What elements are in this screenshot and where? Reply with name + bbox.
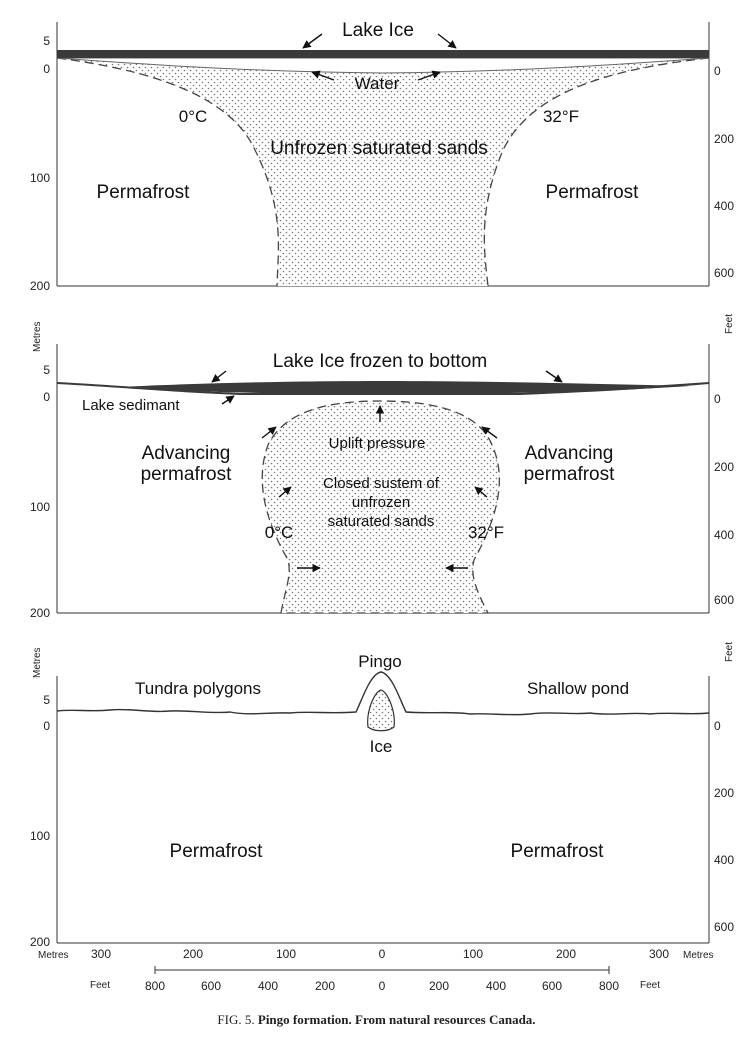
metres-axis-label-1: Metres xyxy=(32,321,43,352)
advancing-left-line1: Advancing xyxy=(141,443,231,464)
feet-scale-tick-2: 600 xyxy=(200,979,222,993)
lake-ice-arrow-left xyxy=(303,34,322,48)
panel-frozen-to-bottom-stage xyxy=(30,344,734,620)
feet-scale-tick-4: 200 xyxy=(314,979,336,993)
feet-scale-tick-5: 0 xyxy=(378,979,386,993)
p2-rtick-200: 200 xyxy=(714,460,735,474)
p1-tick-5: 5 xyxy=(43,34,50,48)
metres-scale-tick-1: 300 xyxy=(90,947,112,961)
p1-rtick-600: 600 xyxy=(714,266,735,280)
caption-text: Pingo formation. From natural resources Canada. xyxy=(257,1012,536,1027)
figure-caption xyxy=(0,1012,753,1028)
p1-rtick-200: 200 xyxy=(714,132,735,146)
pingo-ice-core xyxy=(368,690,395,731)
p1-tick-0: 0 xyxy=(43,62,50,76)
advancing-right-line1: Advancing xyxy=(524,443,614,464)
isotherm-celsius-label: 0°C xyxy=(178,107,208,126)
p1-tick-100: 100 xyxy=(29,171,50,185)
metres-scale-tick-2: 200 xyxy=(182,947,204,961)
metres-scale-tick-4: 0 xyxy=(378,947,386,961)
uplift-pressure-label: Uplift pressure xyxy=(328,435,426,452)
closed-isotherm-celsius-label: 0°C xyxy=(264,523,294,542)
horizontal-scales xyxy=(38,947,714,993)
feet-scale-tick-8: 600 xyxy=(541,979,563,993)
p2-rtick-0: 0 xyxy=(714,392,721,406)
metres-scale-tick-5: 100 xyxy=(462,947,484,961)
bottom-feet-label-right: Feet xyxy=(640,980,661,991)
closed-system-line2: unfrozen xyxy=(351,494,411,511)
feet-axis-label-1: Feet xyxy=(724,313,735,334)
closed-system-line3: saturated sands xyxy=(327,513,435,530)
p2-tick-200: 200 xyxy=(29,606,50,620)
feet-scale-tick-6: 200 xyxy=(428,979,450,993)
p3-tick-5: 5 xyxy=(43,693,50,707)
metres-axis-label-2: Metres xyxy=(32,647,43,678)
p3-rtick-0: 0 xyxy=(714,719,721,733)
lake-sediment-label: Lake sedimant xyxy=(82,397,180,414)
pingo-label: Pingo xyxy=(358,652,402,671)
p3-tick-0: 0 xyxy=(43,719,50,733)
panel-lake-stage xyxy=(30,20,734,293)
p3-tick-100: 100 xyxy=(29,829,50,843)
p1-tick-200: 200 xyxy=(29,279,50,293)
bottom-metres-label-right: Metres xyxy=(683,950,714,961)
permafrost-right-label-3: Permafrost xyxy=(510,841,604,862)
metres-scale-tick-3: 100 xyxy=(275,947,297,961)
p2-tick-100: 100 xyxy=(29,500,50,514)
p1-rtick-400: 400 xyxy=(714,199,735,213)
closed-system-line1: Closed sustem of xyxy=(323,475,439,492)
p3-rtick-400: 400 xyxy=(714,853,735,867)
isotherm-fahrenheit-label: 32°F xyxy=(542,107,580,126)
p3-tick-200: 200 xyxy=(29,935,50,949)
p2-rtick-600: 600 xyxy=(714,593,735,607)
permafrost-left-label: Permafrost xyxy=(96,182,190,203)
closed-isotherm-fahrenheit-label: 32°F xyxy=(467,523,505,542)
shallow-pond-label: Shallow pond xyxy=(526,679,630,698)
p3-rtick-600: 600 xyxy=(714,920,735,934)
unfrozen-sands-label: Unfrozen saturated sands xyxy=(270,138,488,159)
advancing-left-line2: permafrost xyxy=(140,464,232,485)
lake-ice-arrow-right xyxy=(438,34,456,48)
permafrost-left-label-3: Permafrost xyxy=(169,841,263,862)
feet-scale-tick-3: 400 xyxy=(257,979,279,993)
frozen-arrow-left xyxy=(212,371,226,382)
sediment-arrow xyxy=(222,396,234,404)
lake-ice-band xyxy=(57,50,709,58)
panel-pingo-stage xyxy=(30,652,734,949)
metres-scale-tick-6: 200 xyxy=(555,947,577,961)
p2-tick-0: 0 xyxy=(43,390,50,404)
feet-scale-tick-7: 400 xyxy=(485,979,507,993)
p3-rtick-200: 200 xyxy=(714,786,735,800)
p2-tick-5: 5 xyxy=(43,363,50,377)
p1-rtick-0: 0 xyxy=(714,64,721,78)
frozen-arrow-right xyxy=(546,371,562,382)
p2-rtick-400: 400 xyxy=(714,528,735,542)
feet-scale-tick-9: 800 xyxy=(598,979,620,993)
permafrost-right-label: Permafrost xyxy=(545,182,639,203)
caption-prefix: FIG. 5. xyxy=(217,1012,255,1027)
tundra-polygons-label: Tundra polygons xyxy=(134,679,262,698)
bottom-metres-label-left: Metres xyxy=(38,950,69,961)
lake-ice-label: Lake Ice xyxy=(342,20,414,41)
feet-scale-tick-1: 800 xyxy=(144,979,166,993)
frozen-to-bottom-label: Lake Ice frozen to bottom xyxy=(272,351,488,372)
feet-axis-label-2: Feet xyxy=(724,641,735,662)
ice-label: Ice xyxy=(369,737,393,756)
advancing-right-line2: permafrost xyxy=(523,464,615,485)
water-label: Water xyxy=(354,74,400,93)
bottom-feet-label-left: Feet xyxy=(90,980,111,991)
metres-scale-tick-7: 300 xyxy=(648,947,670,961)
